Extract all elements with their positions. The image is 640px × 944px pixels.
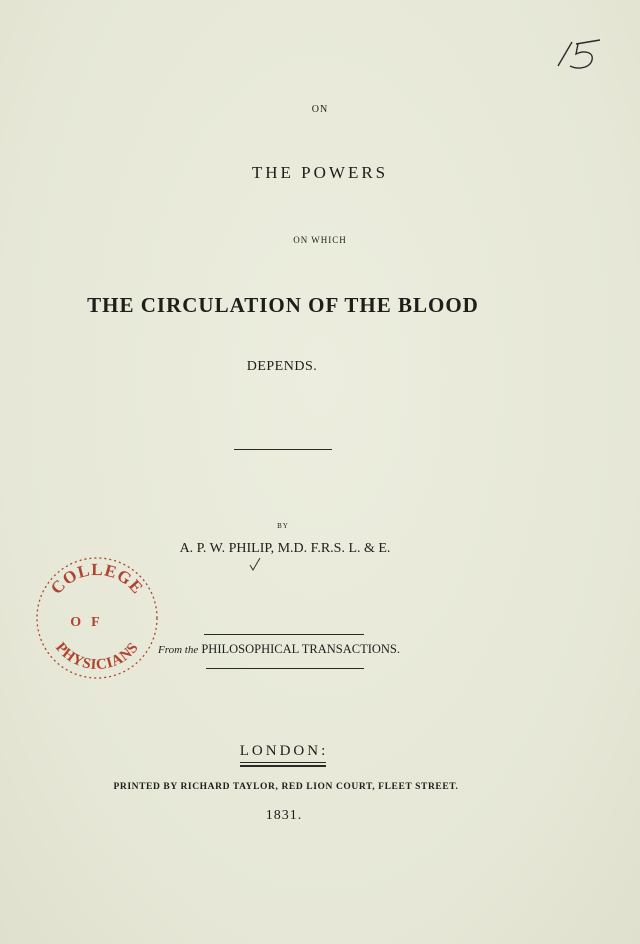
svg-text:OF: OF: [70, 615, 110, 630]
title-powers: THE POWERS: [251, 163, 389, 182]
svg-text:COLLEGE: COLLEGE: [46, 559, 148, 598]
title-depends: DEPENDS.: [246, 359, 318, 374]
city-underline-1: [240, 762, 326, 763]
title-on-which: ON WHICH: [293, 235, 347, 245]
college-of-physicians-stamp: [32, 552, 162, 682]
svg-text:PHYSICIANS: PHYSICIANS: [52, 639, 142, 674]
source-line: [158, 642, 400, 657]
imprint-year: 1831.: [265, 808, 303, 823]
author-name: A. P. W. PHILIP, M.D. F.R.S. L. & E.: [179, 541, 391, 556]
source-rule-bottom: [206, 668, 364, 669]
imprint-city: LONDON:: [239, 743, 329, 759]
title-on: ON: [311, 104, 329, 115]
check-mark-icon: [248, 556, 262, 572]
city-underline-2: [240, 765, 326, 767]
imprint-printer: PRINTED BY RICHARD TAYLOR, RED LION COURT, FLEET STREET.: [113, 782, 459, 792]
source-prefix: From the: [158, 644, 199, 656]
handwritten-number: [556, 36, 626, 76]
main-title: THE CIRCULATION OF THE BLOOD: [87, 293, 479, 317]
divider-rule: [234, 449, 332, 450]
byline-by: BY: [277, 522, 289, 530]
source-journal: PHILOSOPHICAL TRANSACTIONS.: [201, 642, 400, 656]
source-rule-top: [204, 634, 364, 635]
